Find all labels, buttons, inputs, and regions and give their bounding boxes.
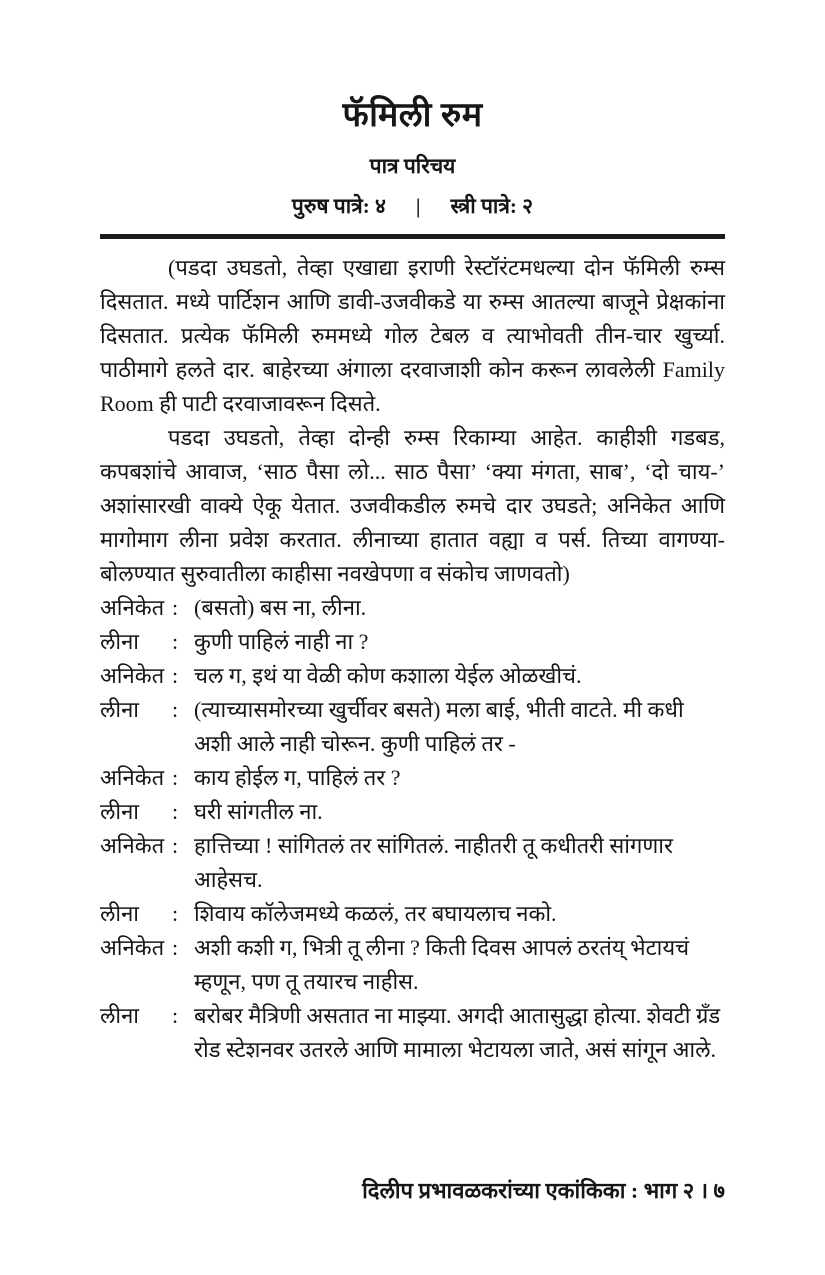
dialogue-text: कुणी पाहिलं नाही ना ? [194, 629, 369, 654]
dialogue-colon: : [172, 935, 179, 960]
dialogue-colon: : [172, 1003, 179, 1028]
speaker-name: लीना [100, 1003, 139, 1028]
dialogue-row [100, 897, 725, 931]
speaker-name: अनिकेत [100, 663, 165, 688]
dialogue-row [100, 931, 725, 999]
stage-direction: (पडदा उघडतो, तेव्हा एखाद्या इराणी रेस्टॉरंटमधल्या दोन फॅमिली रुम्स दिसतात. मध्ये पार्टिशन आणि डावी-उजवीकडे या रुम्स आतल्या बाजूने प्रेक्षकांना दिसतात. प्रत्येक फॅमिली रुममध्ये गोल टेबल व त्याभोवती तीन-चार खुर्च्या. पाठीमागे हलते दार. बाहेरच्या अंगाला दरवाजाशी कोन करून लावलेली Family Room ही पाटी दरवाजावरून दिसते. [100, 255, 725, 416]
dialogue-row [100, 659, 725, 693]
speaker-name: लीना [100, 901, 139, 926]
dialogue-colon: : [172, 901, 179, 926]
dialogue-colon: : [172, 697, 179, 722]
dialogue-text: हात्तिच्या ! सांगितलं तर सांगितलं. नाहीतरी तू कधीतरी सांगणार आहेसच. [194, 833, 673, 892]
dialogue-row [100, 829, 725, 897]
dialogue-text: (बसतो) बस ना, लीना. [194, 595, 367, 620]
script-body [100, 251, 725, 1067]
dialogue-colon: : [172, 629, 179, 654]
dialogue-row [100, 795, 725, 829]
dialogue-colon: : [172, 595, 179, 620]
speaker-name: अनिकेत [100, 833, 165, 858]
play-title: फॅमिली रुम [342, 97, 483, 134]
running-footer: दिलीप प्रभावळकरांच्या एकांकिका : भाग २ । ७ [362, 1178, 725, 1203]
dialogue-row [100, 693, 725, 761]
header-divider [100, 234, 725, 239]
speaker-name: लीना [100, 799, 139, 824]
dialogue-row [100, 625, 725, 659]
cast-summary [100, 193, 725, 219]
speaker-name: लीना [100, 697, 139, 722]
dialogue-text: शिवाय कॉलेजमध्ये कळलं, तर बघायलाच नको. [194, 901, 557, 926]
dialogue-colon: : [172, 663, 179, 688]
dialogue-colon: : [172, 833, 179, 858]
dialogue-colon: : [172, 765, 179, 790]
female-cast-count: स्त्री पात्रे: २ [450, 194, 534, 218]
dialogue-text: (त्याच्यासमोरच्या खुर्चीवर बसते) मला बाई, भीती वाटते. मी कधी अशी आले नाही चोरून. कुणी पाहिलं तर - [194, 697, 684, 756]
cast-section-heading: पात्र परिचय [369, 154, 456, 178]
dialogue-text: अशी कशी ग, भित्री तू लीना ? किती दिवस आपलं ठरतंय् भेटायचं म्हणून, पण तू तयारच नाहीस. [194, 935, 690, 994]
stage-direction: पडदा उघडतो, तेव्हा दोन्ही रुम्स रिकाम्या आहेत. काहीशी गडबड, कपबशांचे आवाज, ‘साठ पैसा लो... साठ पैसा’ ‘क्या मंगता, साब’, ‘दो चाय-’ अशांसारखी वाक्ये ऐकू येतात. उजवीकडील रुमचे दार उघडते; अनिकेत आणि मागोमाग लीना प्रवेश करतात. लीनाच्या हातात वह्या व पर्स. तिच्या वागण्या-बोलण्यात सुरुवातीला काहीसा नवखेपणा व संकोच जाणवतो) [100, 425, 725, 586]
speaker-name: अनिकेत [100, 595, 165, 620]
dialogue-text: बरोबर मैत्रिणी असतात ना माझ्या. अगदी आतासुद्धा होत्या. शेवटी ग्रँड रोड स्टेशनवर उतरले आणि मामाला भेटायला जाते, असं सांगून आले. [194, 1003, 721, 1062]
dialogue-colon: : [172, 799, 179, 824]
speaker-name: लीना [100, 629, 139, 654]
male-cast-count: पुरुष पात्रे: ४ [291, 194, 386, 218]
speaker-name: अनिकेत [100, 935, 165, 960]
dialogue-row [100, 999, 725, 1067]
dialogue-text: काय होईल ग, पाहिलं तर ? [194, 765, 401, 790]
dialogue-row [100, 591, 725, 625]
speaker-name: अनिकेत [100, 765, 165, 790]
cast-separator: | [415, 194, 421, 218]
dialogue-row [100, 761, 725, 795]
dialogue-text: घरी सांगतील ना. [194, 799, 323, 824]
dialogue-text: चल ग, इथं या वेळी कोण कशाला येईल ओळखीचं. [194, 663, 582, 688]
